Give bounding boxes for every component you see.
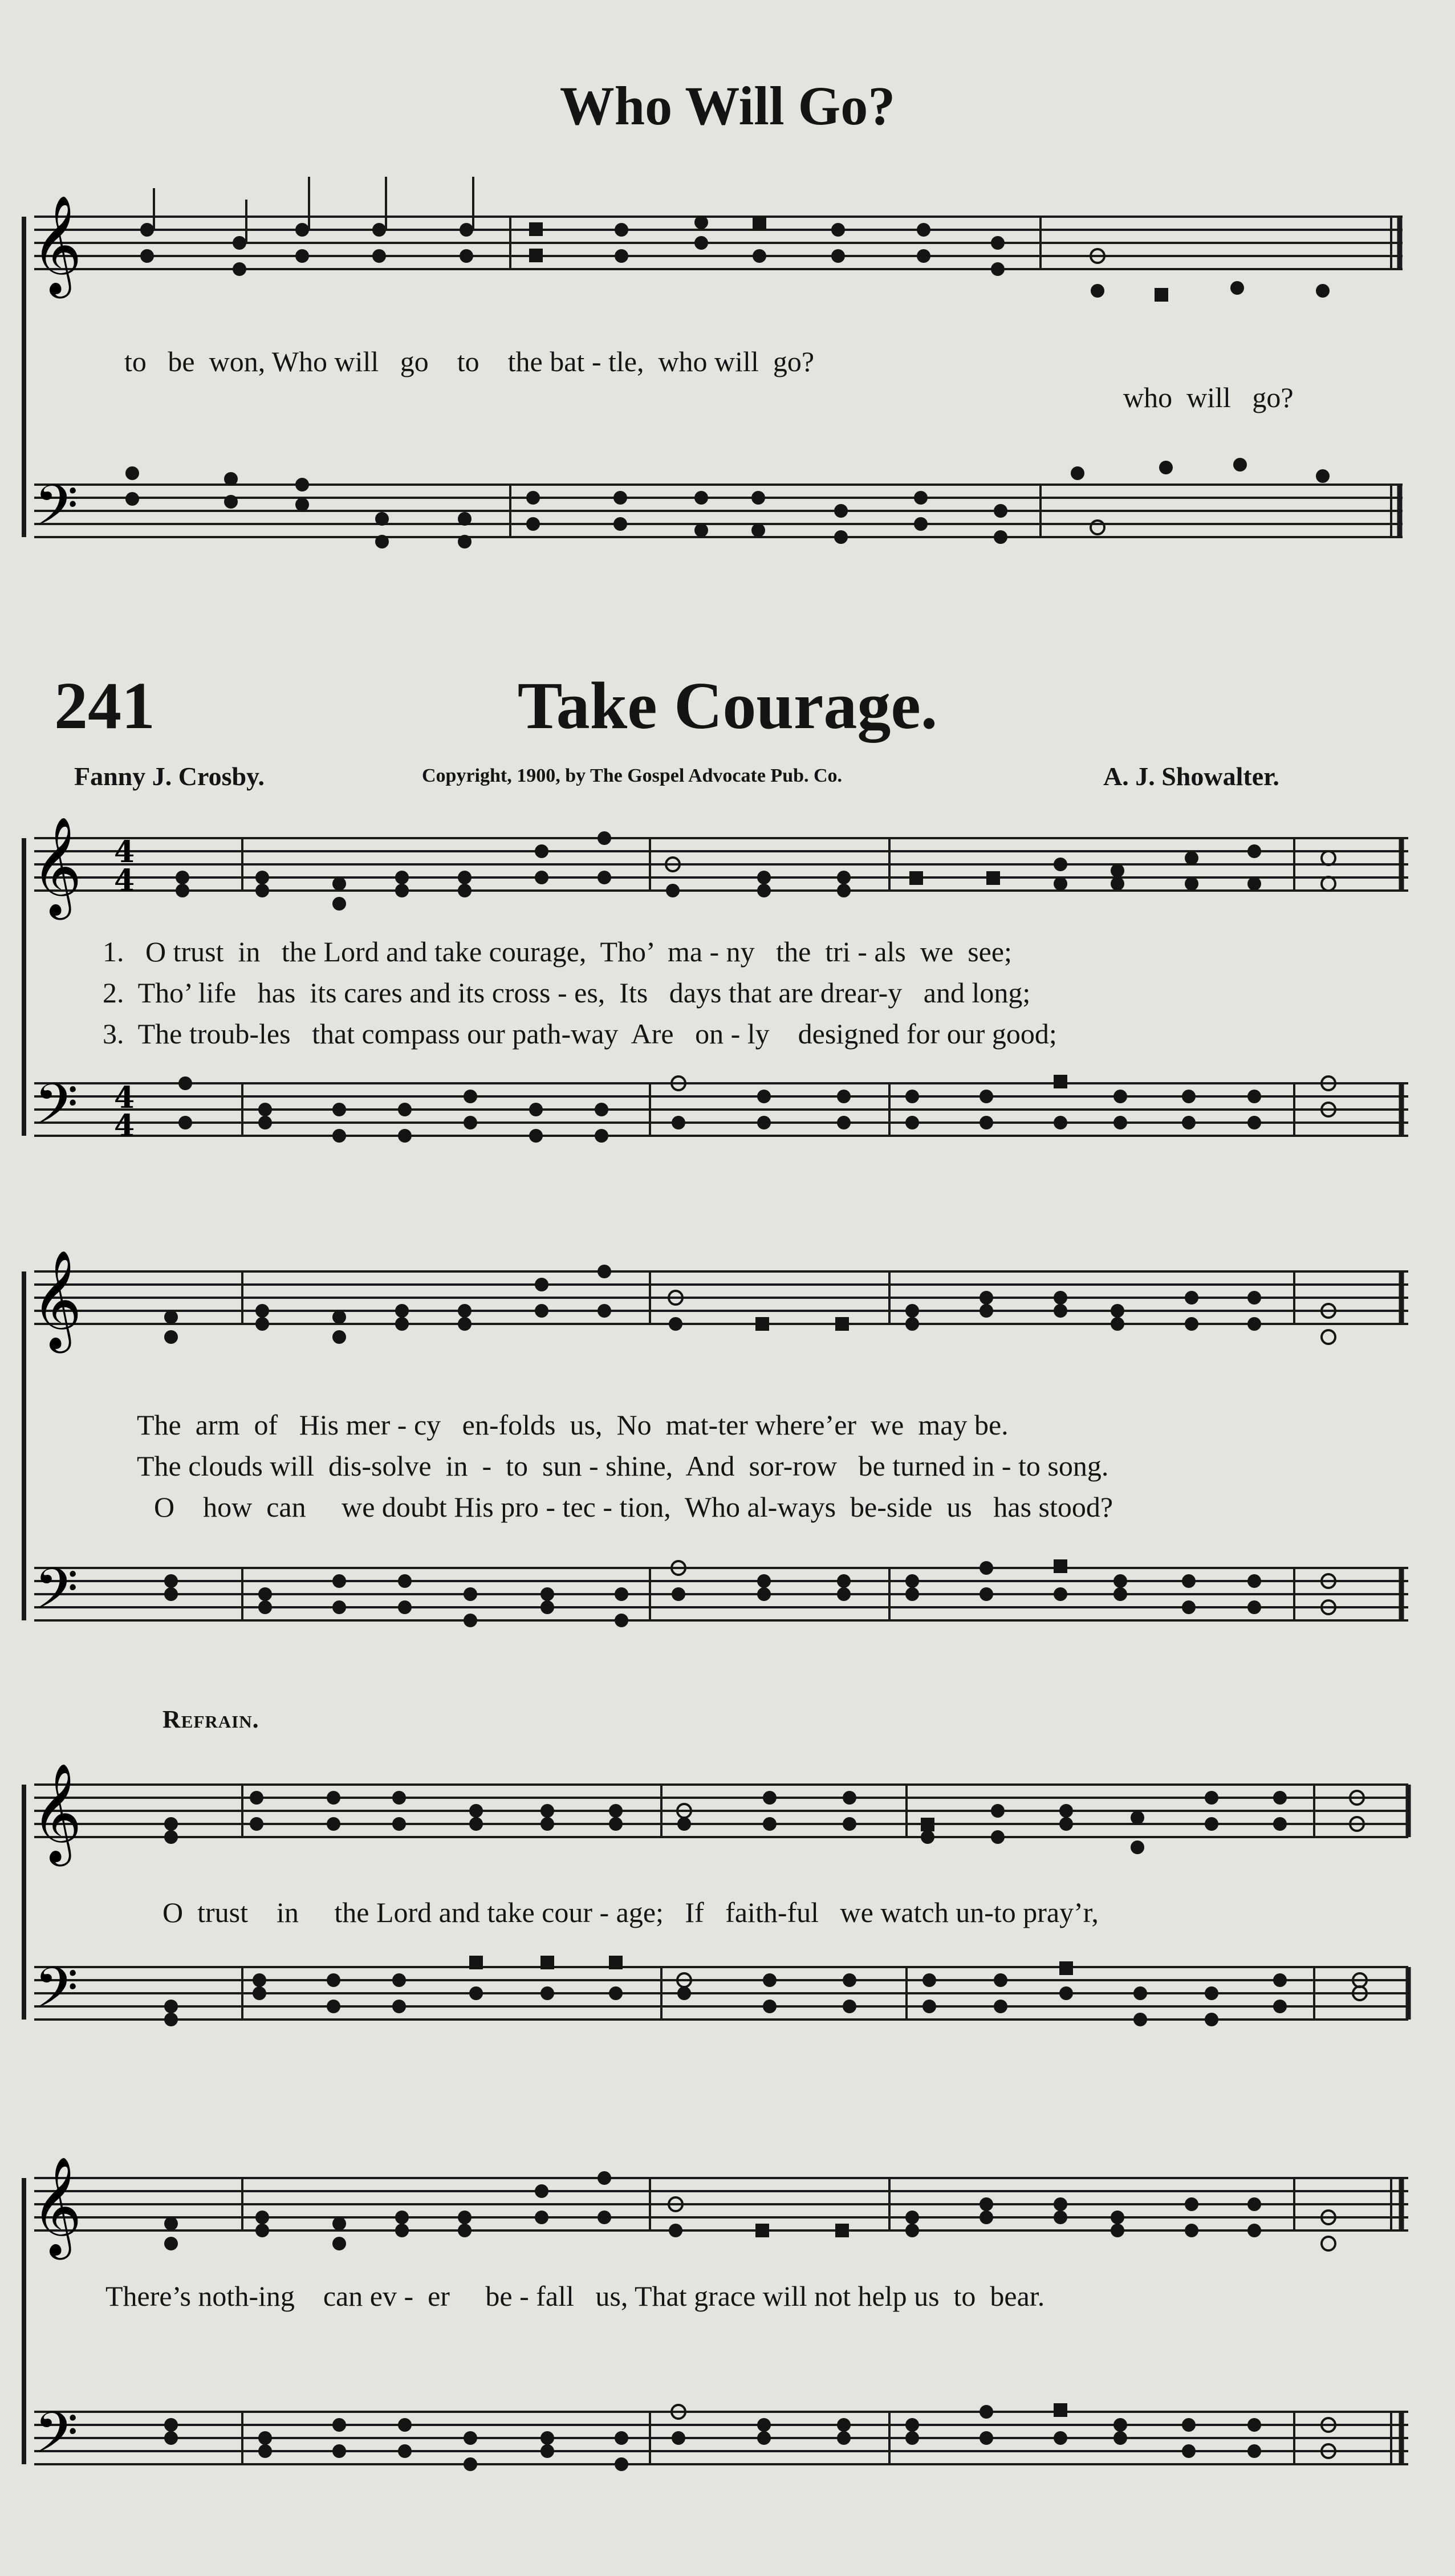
verse-1-line-2: The arm of His mer - cy en-folds us, No mat-ter where’er we may be. [137, 1409, 1009, 1441]
previous-hymn-title: Who Will Go? [559, 75, 896, 136]
svg-text:𝄢: 𝄢 [34, 1072, 79, 1151]
previous-hymn-lyric-line: to be won, Who will go to the bat - tle, who will go? [124, 346, 815, 377]
verse-1-line-1: 1. O trust in the Lord and take courage, Tho’ ma - ny the tri - als we see; [103, 936, 1012, 968]
previous-hymn-alto-echo: who will go? [1123, 381, 1294, 413]
refrain-label: Refrain. [162, 1705, 259, 1733]
hymn-number: 241 [54, 668, 155, 743]
svg-text:𝄞: 𝄞 [31, 1763, 82, 1862]
svg-text:4: 4 [114, 1108, 135, 1143]
svg-text:𝄢: 𝄢 [34, 2400, 79, 2480]
refrain-lyric-line-1: O trust in the Lord and take cour - age; If faith-ful we watch un-to pray’r, [162, 1896, 1099, 1928]
verse-2-line-1: 2. Tho’ life has its cares and its cross - es, Its days that are drear-y and long; [103, 977, 1031, 1009]
verse-3-line-2: O how can we doubt His pro - tec - tion, Who al-ways be-side us has stood? [154, 1491, 1113, 1523]
svg-text:𝄞: 𝄞 [31, 2156, 82, 2256]
hymn-copyright: Copyright, 1900, by The Gospel Advocate Pub. Co. [422, 765, 843, 786]
svg-text:4: 4 [114, 835, 135, 869]
svg-text:4: 4 [114, 863, 135, 898]
music-system-4 [0, 2132, 1455, 2509]
refrain-lyric-line-2: There’s noth-ing can ev - er be - fall us, That grace will not help us to bear. [105, 2280, 1045, 2312]
svg-text:4: 4 [114, 1080, 135, 1115]
svg-text:𝄞: 𝄞 [31, 195, 82, 294]
svg-text:𝄞: 𝄞 [31, 816, 82, 916]
svg-text:𝄢: 𝄢 [34, 473, 79, 552]
hymn-author: Fanny J. Crosby. [74, 762, 265, 791]
svg-text:𝄞: 𝄞 [31, 1250, 82, 1349]
verse-3-line-1: 3. The troub-les that compass our path-way Are on - ly designed for our good; [103, 1018, 1057, 1050]
hymn-title: Take Courage. [517, 668, 938, 743]
svg-text:𝄢: 𝄢 [34, 1956, 79, 2035]
svg-text:𝄢: 𝄢 [34, 1557, 79, 1636]
verse-2-line-2: The clouds will dis-solve in - to sun - shine, And sor-row be turned in - to song. [137, 1450, 1109, 1482]
hymn-composer: A. J. Showalter. [1103, 762, 1279, 791]
music-system-0 [0, 165, 1455, 593]
